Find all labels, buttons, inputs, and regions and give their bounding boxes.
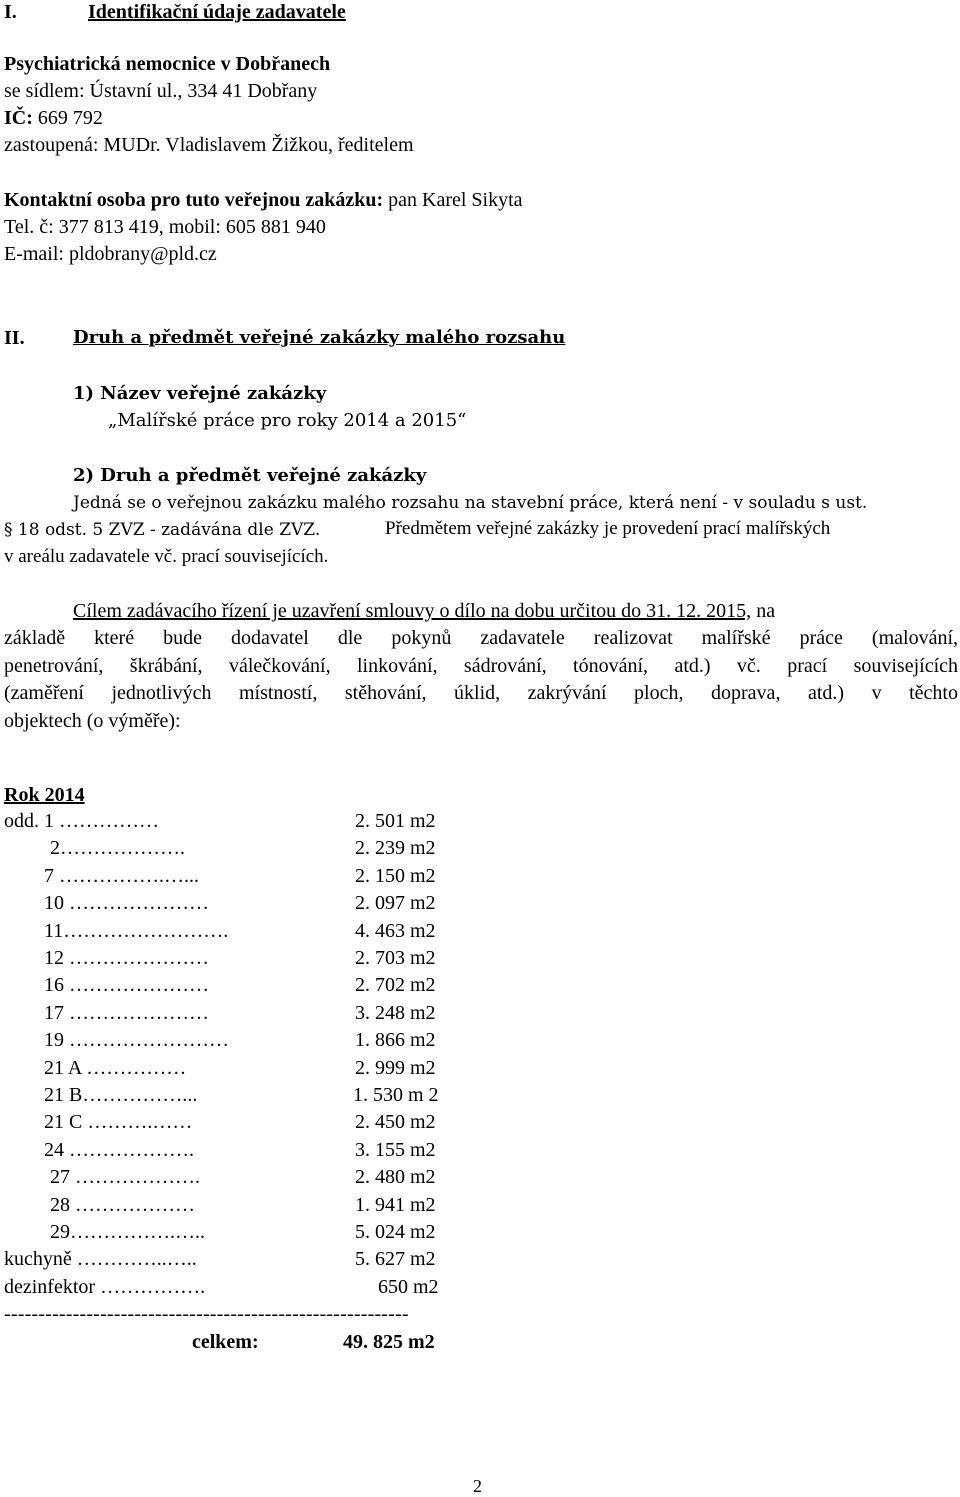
area-value: 2. 501 m2 <box>355 810 436 832</box>
authority-representative: zastoupená: MUDr. Vladislavem Žižkou, ředitelem <box>4 134 414 156</box>
area-value: 2. 999 m2 <box>355 1057 436 1079</box>
year-heading: Rok 2014 <box>4 784 85 806</box>
area-name: 16 ………………… <box>44 974 209 996</box>
area-value: 650 m2 <box>378 1276 439 1298</box>
area-name: dezinfektor ……………. <box>4 1276 206 1298</box>
section-1-title: Identifikační údaje zadavatele <box>88 1 346 23</box>
area-value: 5. 627 m2 <box>355 1248 436 1270</box>
item-2-line-3: v areálu zadavatele vč. prací souvisejících. <box>4 546 329 567</box>
area-name: 7 …………….…... <box>44 865 199 887</box>
separator-line: ----------------------------------------------------------- <box>4 1303 409 1325</box>
area-name: kuchyně …………..….. <box>4 1248 197 1270</box>
section-2-number: II. <box>4 327 25 349</box>
goal-line-4: (zaměření jednotlivých místností, stěhování, úklid, zakrývání ploch, doprava, atd.) v těchto <box>4 682 958 704</box>
section-1-number: I. <box>4 1 17 23</box>
area-value: 3. 248 m2 <box>355 1002 436 1024</box>
goal-line-3: penetrování, škrábání, válečkování, linkování, sádrování, tónování, atd.) vč. prací souvisejících <box>4 655 958 677</box>
area-name: 11……………………. <box>44 920 229 942</box>
area-name: 21 A …………… <box>44 1057 187 1079</box>
area-value: 5. 024 m2 <box>355 1221 436 1243</box>
area-value: 2. 702 m2 <box>355 974 436 996</box>
authority-ico: IČ: 669 792 <box>4 107 103 129</box>
area-value: 2. 239 m2 <box>355 837 436 859</box>
area-name: 12 ………………… <box>44 947 209 969</box>
total-label: celkem: <box>192 1331 259 1353</box>
area-name: odd. 1 …………… <box>4 810 159 832</box>
area-value: 1. 866 m2 <box>355 1029 436 1051</box>
area-value: 4. 463 m2 <box>355 920 436 942</box>
area-name: 17 ………………… <box>44 1002 209 1024</box>
area-value: 1. 530 m 2 <box>353 1084 439 1106</box>
area-name: 21 C ……….…… <box>44 1111 193 1133</box>
item-2-heading: 2) Druh a předmět veřejné zakázky <box>73 465 427 486</box>
area-value: 3. 155 m2 <box>355 1139 436 1161</box>
contact-person: Kontaktní osoba pro tuto veřejnou zakázku: pan Karel Sikyta <box>4 189 523 211</box>
item-2-line-1: Jedná se o veřejnou zakázku malého rozsahu na stavební práce, která není - v souladu s ust. <box>73 493 868 513</box>
goal-line-5: objektech (o výměře): <box>4 710 181 732</box>
area-name: 10 ………………… <box>44 892 209 914</box>
item-2-line-2a: § 18 odst. 5 ZVZ - zadávána dle ZVZ. <box>4 520 321 540</box>
total-value: 49. 825 m2 <box>343 1331 435 1353</box>
goal-line-2: základě které bude dodavatel dle pokynů zadavatele realizovat malířské práce (malování, <box>4 627 958 649</box>
section-2-title: Druh a předmět veřejné zakázky malého rozsahu <box>73 327 566 348</box>
area-value: 1. 941 m2 <box>355 1194 436 1216</box>
area-name: 27 ………………. <box>50 1166 200 1188</box>
area-value: 2. 703 m2 <box>355 947 436 969</box>
area-value: 2. 097 m2 <box>355 892 436 914</box>
area-name: 2………………. <box>50 837 185 859</box>
contact-phone: Tel. č: 377 813 419, mobil: 605 881 940 <box>4 216 326 238</box>
goal-underlined: Cílem zadávacího řízení je uzavření smlouvy o dílo na dobu určitou do 31. 12. 2015, <box>73 600 752 622</box>
section-1-heading <box>4 0 346 24</box>
area-value: 2. 150 m2 <box>355 865 436 887</box>
authority-seat: se sídlem: Ústavní ul., 334 41 Dobřany <box>4 80 318 102</box>
item-1-heading: 1) Název veřejné zakázky <box>73 383 327 404</box>
area-name: 28 ……………… <box>50 1194 195 1216</box>
authority-name: Psychiatrická nemocnice v Dobřanech <box>4 53 331 75</box>
area-name: 21 B……………... <box>44 1084 198 1106</box>
area-value: 2. 480 m2 <box>355 1166 436 1188</box>
item-2-line-2b: Předmětem veřejné zakázky je provedení prací malířských <box>385 518 831 539</box>
area-name: 19 …………………… <box>44 1029 229 1051</box>
page-number: 2 <box>473 1476 482 1496</box>
area-value: 2. 450 m2 <box>355 1111 436 1133</box>
area-name: 24 ………………. <box>44 1139 194 1161</box>
item-1-name: „Malířské práce pro roky 2014 a 2015“ <box>108 410 467 431</box>
goal-line-1: Cílem zadávacího řízení je uzavření smlouvy o dílo na dobu určitou do 31. 12. 2015, na <box>73 600 776 622</box>
contact-email: E-mail: pldobrany@pld.cz <box>4 243 217 265</box>
area-name: 29…………….….. <box>50 1221 205 1243</box>
